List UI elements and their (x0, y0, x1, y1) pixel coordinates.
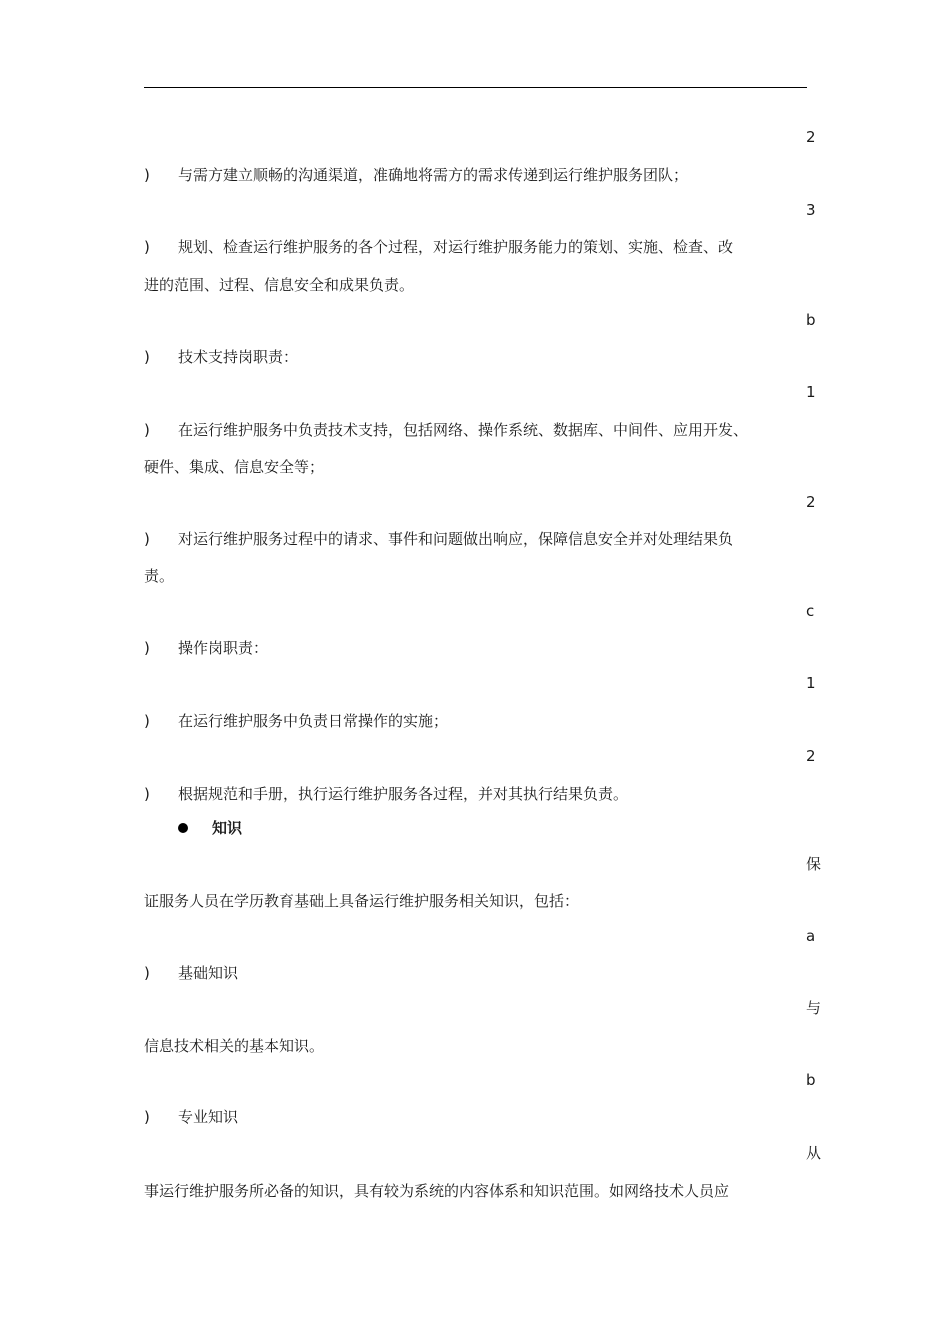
list-paren: ) (144, 964, 150, 982)
list-marker: 2 (806, 493, 816, 511)
list-item-text: 规划、检查运行维护服务的各个过程，对运行维护服务能力的策划、实施、检查、改 (178, 238, 734, 256)
list-paren: ) (144, 421, 150, 439)
list-paren: ) (144, 238, 150, 256)
list-item-text: 对运行维护服务过程中的请求、事件和问题做出响应，保障信息安全并对处理结果负 (178, 530, 734, 548)
list-item-text: 专业知识 (178, 1108, 239, 1126)
list-paren: ) (144, 639, 150, 657)
list-paren: ) (144, 166, 150, 184)
list-item-continuation: 硬件、集成、信息安全等； (144, 458, 325, 476)
list-marker: 保 (806, 855, 822, 873)
paragraph-line: 证服务人员在学历教育基础上具备运行维护服务相关知识，包括： (144, 892, 580, 910)
list-marker: a (806, 927, 816, 945)
list-item-continuation: 责。 (144, 567, 175, 585)
list-paren: ) (144, 348, 150, 366)
list-marker: b (806, 311, 816, 329)
list-marker: 从 (806, 1144, 822, 1162)
list-marker: 2 (806, 747, 816, 765)
list-item-text: 根据规范和手册，执行运行维护服务各过程，并对其执行结果负责。 (178, 785, 629, 803)
list-paren: ) (144, 712, 150, 730)
list-marker: c (806, 602, 815, 620)
list-paren: ) (144, 530, 150, 548)
list-item-text: 技术支持岗职责： (178, 348, 299, 366)
list-item-text: 在运行维护服务中负责日常操作的实施； (178, 712, 449, 730)
bullet-icon (178, 823, 188, 833)
paragraph-line: 事运行维护服务所必备的知识，具有较为系统的内容体系和知识范围。如网络技术人员应 (144, 1182, 730, 1200)
list-marker: b (806, 1071, 816, 1089)
list-item-text: 操作岗职责： (178, 639, 269, 657)
list-item-continuation: 进的范围、过程、信息安全和成果负责。 (144, 276, 415, 294)
list-marker: 3 (806, 201, 816, 219)
list-item-text: 在运行维护服务中负责技术支持，包括网络、操作系统、数据库、中间件、应用开发、 (178, 421, 749, 439)
list-item-text: 基础知识 (178, 964, 239, 982)
list-paren: ) (144, 1108, 150, 1126)
list-marker: 1 (806, 383, 816, 401)
list-marker: 与 (806, 999, 822, 1017)
list-marker: 2 (806, 128, 816, 146)
list-marker: 1 (806, 674, 816, 692)
paragraph-line: 信息技术相关的基本知识。 (144, 1037, 325, 1055)
list-paren: ) (144, 785, 150, 803)
section-heading: 知识 (212, 819, 243, 837)
header-rule (144, 87, 807, 88)
list-item-text: 与需方建立顺畅的沟通渠道，准确地将需方的需求传递到运行维护服务团队； (178, 166, 689, 184)
